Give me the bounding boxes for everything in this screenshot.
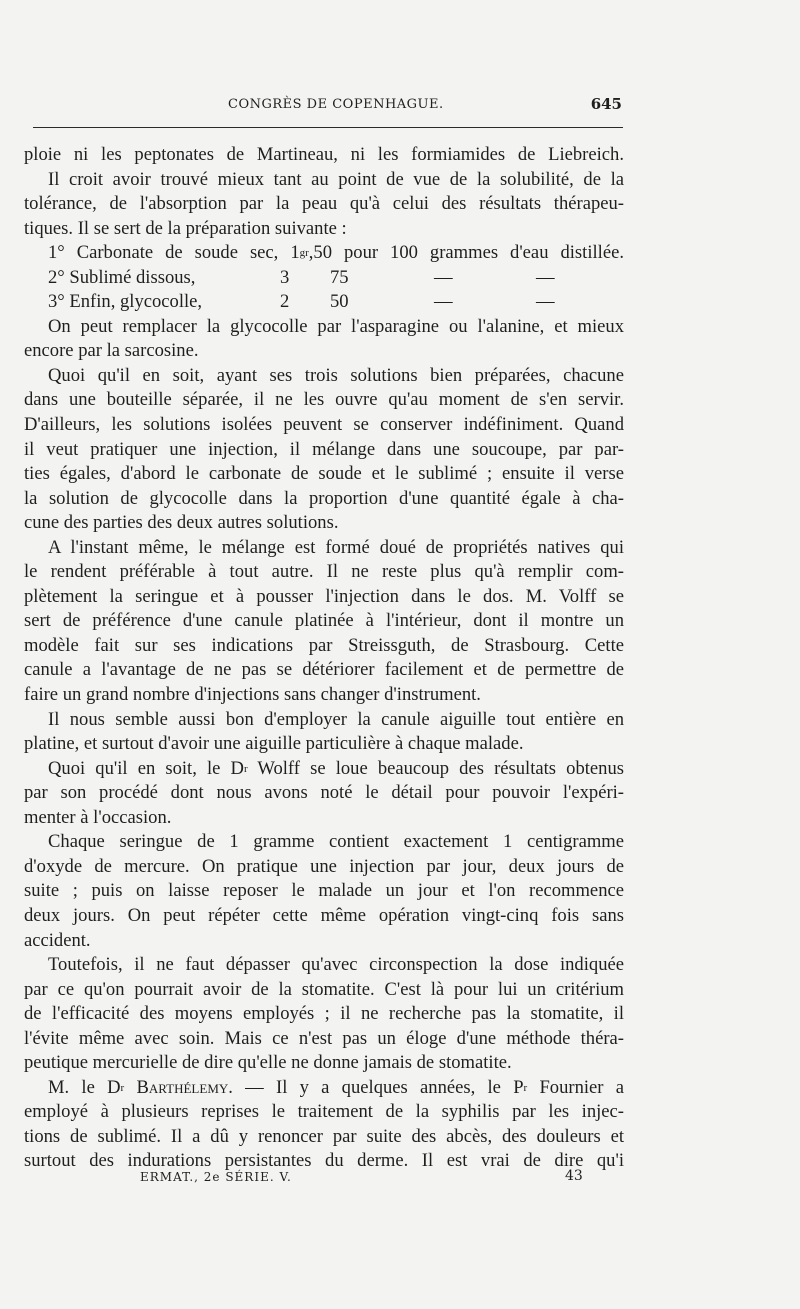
text-line: la solution de glycocolle dans la proportion d'une quantité égale à cha-: [24, 487, 624, 509]
text-line: employé à plusieurs reprises le traitement de la syphilis par les injec-: [24, 1101, 624, 1123]
text-line: canule a l'avantage de ne pas se détériorer facilement et de permettre de: [24, 659, 624, 681]
text-line: On peut remplacer la glycocolle par l'asparagine ou l'alanine, et mieux: [48, 315, 624, 337]
recipe-tail: pour 100 grammes d'eau distillée.: [344, 242, 624, 264]
text-line: deux jours. On peut répéter cette même opération vingt-cinq fois sans: [24, 904, 624, 926]
text-line: accident.: [24, 929, 91, 951]
text-line: d'oxyde de mercure. On pratique une injection par jour, deux jours de: [24, 855, 624, 877]
text-line: encore par la sarcosine.: [24, 340, 199, 362]
text-line: le rendent préférable à tout autre. Il ne reste plus qu'à remplir com-: [24, 561, 624, 583]
header-rule: [33, 127, 623, 128]
text-line: Quoi qu'il en soit, ayant ses trois solutions bien préparées, chacune: [48, 364, 624, 386]
text-line: peutique mercurielle de dire qu'elle ne donne jamais de stomatite.: [24, 1052, 512, 1074]
page-number: 645: [590, 95, 622, 113]
running-title: CONGRÈS DE COPENHAGUE.: [228, 97, 444, 112]
text-line: Chaque seringue de 1 gramme contient exactement 1 centigramme: [48, 831, 624, 853]
text-line: Quoi qu'il en soit, le $D^r$ Wolff se loue beaucoup des résultats obtenus: [48, 757, 624, 779]
text-line: Il croit avoir trouvé mieux tant au point de vue de la solubilité, de la: [48, 168, 624, 190]
text-line: menter à l'occasion.: [24, 806, 172, 828]
text-line: par son procédé dont nous avons noté le détail pour pouvoir l'expéri-: [24, 782, 624, 804]
speaker-name: Barthélemy: [136, 1076, 229, 1098]
text-line: tions de sublimé. Il a dû y renoncer par suite des abcès, des douleurs et: [24, 1125, 624, 1147]
text-line: D'ailleurs, les solutions isolées peuvent se conserver indéfiniment. Quand: [24, 414, 624, 436]
text-line: ploie ni les peptonates de Martineau, ni les formiamides de Liebreich.: [24, 144, 624, 165]
recipe-centigrams: 75: [330, 266, 349, 288]
text-line: suite ; puis on laisse reposer le malade un jour et l'on recommence: [24, 880, 624, 902]
recipe-label: 1° Carbonate de soude sec,: [48, 242, 279, 264]
page-footer: [140, 1168, 600, 1188]
text-line: il veut pratiquer une injection, il mélange dans une soucoupe, par par-: [24, 438, 624, 460]
ditto-mark: —: [434, 266, 453, 288]
recipe-row-3: [24, 290, 624, 315]
text-line: ties égales, d'abord le carbonate de soude et le sublimé ; ensuite il verse: [24, 463, 624, 485]
text-line: Toutefois, il ne faut dépasser qu'avec circonspection la dose indiquée: [48, 954, 624, 976]
text-line: par ce qu'on pourrait avoir de la stomatite. C'est là pour lui un critérium: [24, 978, 624, 1000]
text-line: l'évite même avec soin. Mais ce n'est pas un éloge d'une méthode théra-: [24, 1027, 624, 1049]
recipe-grams: 2: [280, 291, 290, 313]
text-line: dans une bouteille séparée, il ne les ouvre qu'au moment de s'en servir.: [24, 389, 624, 411]
text-line: M. le $D^r$ Barthélemy. — Il y a quelques années, le $P^r$ Fournier a: [48, 1076, 624, 1098]
text-line: modèle fait sur ses indications par Streissguth, de Strasbourg. Cette: [24, 634, 624, 656]
text-line: sert de préférence d'une canule platinée à l'intérieur, dont il montre un: [24, 610, 624, 632]
text-line: platine, et surtout d'avoir une aiguille particulière à chaque malade.: [24, 733, 524, 755]
text-line: tiques. Il se sert de la préparation suivante :: [24, 217, 347, 239]
text-line: faire un grand nombre d'injections sans changer d'instrument.: [24, 684, 481, 706]
signature-mark: ERMAT., 2e SÉRIE. V.: [140, 1170, 292, 1184]
text-line: tolérance, de l'absorption par la peau qu'à celui des résultats thérapeu-: [24, 193, 624, 215]
recipe-row-1: [24, 241, 624, 266]
recipe-centigrams: 50: [330, 291, 349, 313]
ditto-mark: —: [536, 266, 555, 288]
ditto-mark: —: [536, 291, 555, 313]
text-line: surtout des indurations persistantes du derme. Il est vrai de dire qu'i: [24, 1150, 624, 1172]
text-line: Il nous semble aussi bon d'employer la canule aiguille tout entière en: [48, 708, 624, 730]
text-line: A l'instant même, le mélange est formé doué de propriétés natives qui: [48, 536, 624, 558]
running-head: [228, 95, 628, 117]
body-text: [24, 143, 624, 1174]
recipe-grams: 3: [280, 266, 290, 288]
recipe-label: 2° Sublimé dissous,: [48, 266, 196, 288]
text-line: cune des parties des deux autres solutions.: [24, 512, 339, 534]
text-line: plètement la seringue et à pousser l'injection dans le dos. M. Volff se: [24, 585, 624, 607]
recipe-label: 3° Enfin, glycocolle,: [48, 291, 203, 313]
recipe-row-2: [24, 266, 624, 291]
sheet-number: 43: [565, 1168, 583, 1184]
recipe-quantity: $1^{gr},50$: [290, 242, 333, 264]
ditto-mark: —: [434, 291, 453, 313]
text-line: de l'efficacité des moyens employés ; il ne recherche pas la stomatite, il: [24, 1003, 624, 1025]
